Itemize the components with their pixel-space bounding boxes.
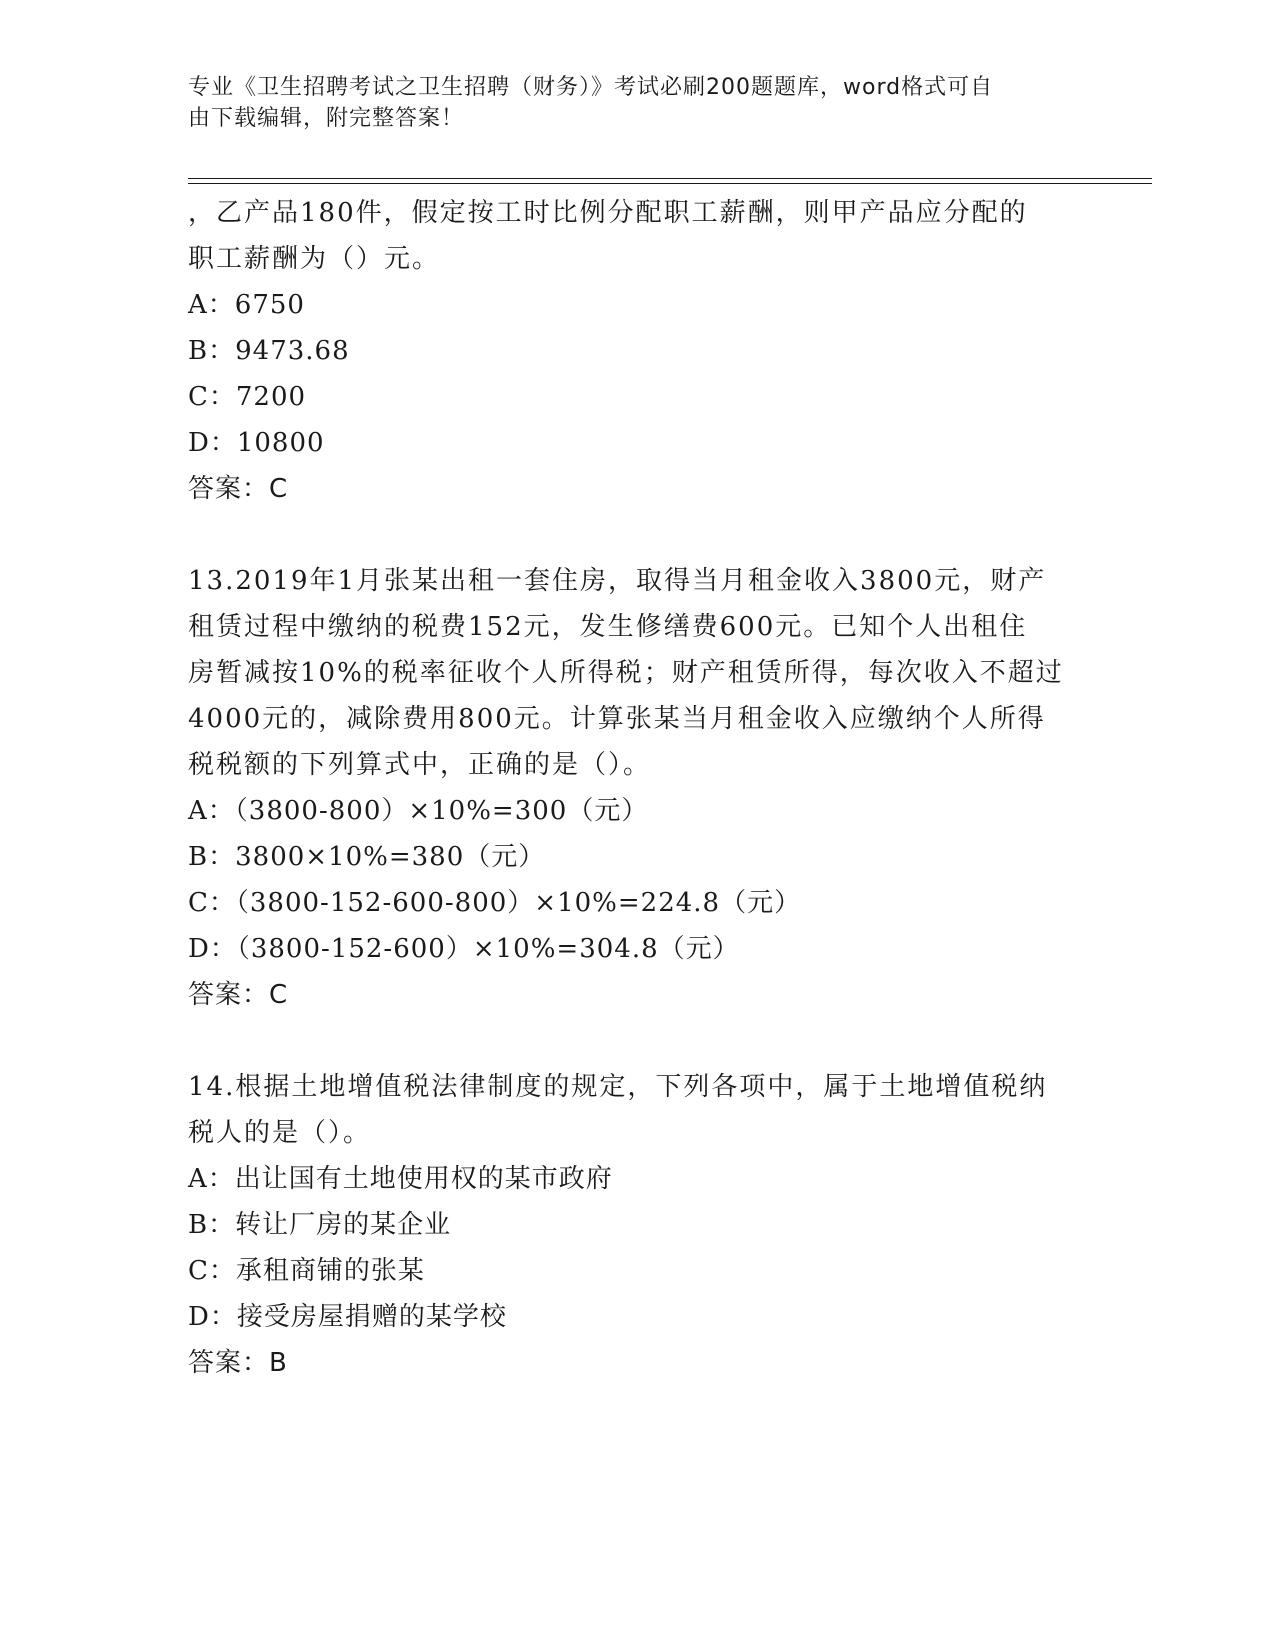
question-stem-line: 14.根据土地增值税法律制度的规定，下列各项中，属于土地增值税纳 — [188, 1072, 1048, 1102]
question-12-continued — [188, 190, 1088, 512]
question-stem-line: 4000元的，减除费用800元。计算张某当月租金收入应缴纳个人所得 — [188, 704, 1046, 734]
option-b: B：转让厂房的某企业 — [188, 1210, 452, 1240]
option-d: D：接受房屋捐赠的某学校 — [188, 1302, 507, 1332]
question-14 — [188, 1064, 1088, 1386]
option-b: B：9473.68 — [188, 336, 350, 366]
header-divider-top — [188, 178, 1152, 179]
question-13 — [188, 558, 1088, 1018]
spacer — [188, 512, 1088, 558]
header-line-2: 由下载编辑，附完整答案！ — [188, 106, 465, 131]
question-stem-line: ，乙产品180件，假定按工时比例分配职工薪酬，则甲产品应分配的 — [188, 198, 1028, 228]
option-a: A：出让国有土地使用权的某市政府 — [188, 1164, 613, 1194]
option-a: A：（3800-800）×10%=300（元） — [188, 796, 649, 826]
spacer — [188, 1018, 1088, 1064]
header-divider-bottom — [188, 183, 1152, 184]
option-c: C：（3800-152-600-800）×10%=224.8（元） — [188, 888, 802, 918]
question-stem-line: 13.2019年1月张某出租一套住房，取得当月租金收入3800元，财产 — [188, 566, 1047, 596]
answer-line: 答案：C — [188, 980, 289, 1010]
header-line-1: 专业《卫生招聘考试之卫生招聘（财务）》考试必刷200题题库，word格式可自 — [188, 75, 994, 100]
question-stem-line: 租赁过程中缴纳的税费152元，发生修缮费600元。已知个人出租住 — [188, 612, 1028, 642]
option-b: B：3800×10%=380（元） — [188, 842, 546, 872]
option-c: C：7200 — [188, 382, 307, 412]
question-stem-line: 税人的是（）。 — [188, 1118, 372, 1148]
option-c: C：承租商铺的张某 — [188, 1256, 425, 1286]
option-d: D：10800 — [188, 428, 325, 458]
question-stem-line: 职工薪酬为（）元。 — [188, 244, 441, 274]
answer-line: 答案：B — [188, 1348, 288, 1378]
document-header — [188, 72, 1078, 134]
answer-line: 答案：C — [188, 474, 289, 504]
option-a: A：6750 — [188, 290, 305, 320]
question-stem-line: 房暂减按10%的税率征收个人所得税；财产租赁所得，每次收入不超过 — [188, 658, 1064, 688]
question-stem-line: 税税额的下列算式中，正确的是（）。 — [188, 750, 652, 780]
document-body — [188, 190, 1088, 1386]
option-d: D：（3800-152-600）×10%=304.8（元） — [188, 934, 740, 964]
